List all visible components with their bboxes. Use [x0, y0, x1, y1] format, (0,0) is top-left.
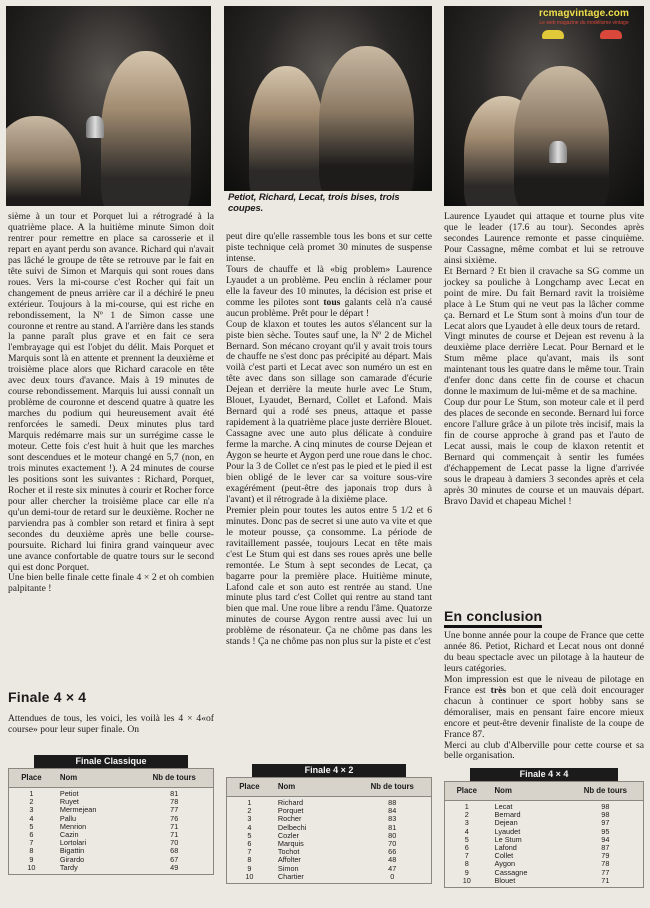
table-cell: 5 — [247, 830, 252, 840]
table-cell: Mermejean — [59, 805, 97, 815]
paragraph — [226, 265, 432, 320]
table-cell: Lortolari — [59, 838, 87, 848]
table-cell: Tardy — [59, 862, 78, 872]
table-header-cell: Nom — [494, 786, 512, 795]
table-cell: 1 — [247, 798, 252, 807]
table-cell: 71 — [170, 821, 179, 831]
table-header-row — [8, 768, 214, 788]
table-cell: 7 — [29, 838, 34, 848]
table-row — [227, 824, 431, 832]
table-cell: Blouet — [494, 875, 516, 885]
table-cell: 71 — [601, 875, 610, 885]
logo-tagline: Le web magazine du modélisme vintage — [539, 20, 629, 26]
table-cell: Cozler — [277, 830, 299, 840]
table-row — [227, 832, 431, 840]
photo-figure — [101, 51, 191, 206]
table-header-cell: Nom — [277, 782, 296, 791]
table-cell: 4 — [464, 826, 469, 836]
paragraph: Coup dur pour Le Stum, son moteur cale et il perd des places de seconde en seconde. Bernard lui force encore l'allure grâce à un pilote très incisif, mais la fin de course approche à grand pas et l'auto de Lecat aussi, mais le coup de klaxon retentit et Bernard qui commençait à sentir les fumées d'échappement de Lecat passe la ligne d'arrivée sous le drapeau à damiers 3 secondes après et cela après 30 minutes de course et un mauvais départ. Bravo David et chapeau Michel ! — [444, 397, 644, 507]
table-row — [445, 844, 643, 852]
table-cell: 67 — [170, 854, 179, 864]
table-cell: Cassagne — [494, 867, 528, 877]
photo-figure — [319, 46, 414, 191]
table-row — [227, 815, 431, 823]
table-cell: 76 — [170, 813, 179, 823]
table-body — [226, 797, 432, 884]
table-header-row — [226, 777, 432, 797]
table-cell: Bernard — [494, 810, 521, 820]
table-cell: 49 — [170, 862, 179, 872]
table-body — [444, 801, 644, 888]
table-header-cell: Nom — [59, 773, 78, 782]
table-row — [227, 799, 431, 807]
table-cell: Delbechi — [277, 822, 307, 832]
table-cell: Simon — [277, 863, 299, 873]
article-column-1 — [8, 212, 214, 595]
table-cell: 98 — [601, 802, 610, 811]
table-header-row — [444, 781, 644, 801]
trophy-icon — [86, 116, 104, 138]
table-row — [445, 803, 643, 811]
table-cell: 8 — [247, 855, 252, 865]
table-cell: Girardo — [59, 854, 85, 864]
table-cell: 8 — [29, 846, 34, 856]
table-body — [8, 788, 214, 875]
emphasis: très — [490, 684, 507, 696]
table-cell: Rocher — [277, 814, 302, 824]
table-row — [445, 828, 643, 836]
table-cell: 5 — [29, 821, 34, 831]
table-cell: 3 — [247, 814, 252, 824]
paragraph: sième à un tour et Porquet lui a rétrogradé à la quatrième place. A la huitième minute Simon doit rentrer pour remettre en place sa carosserie et il repart en ayant perdu son avance. Richard qui n'avait pas lâché le groupe de tête se retrouve par le fait en tête suivi de Simon et Marquis qui sont roues dans roues. Vers la mi-course c'est Rocher qui fait un changement de pneus arrière car il a déchiré le pneu extérieur. Toujours à la mi-course, qui est riche en rebondissement, la Nº 1 de Simon casse une couronne et rentre au stand. A l'arrière dans les stands la panne paraît plus grave et en fait ce sera l'embrayage qui est l'objet du délit. Mais Porquet et Marquis sont là en attente et prennent la deuxième et troisième place alors que Richard caracole en tête avec deux tours d'avance. Mais à 19 minutes de course rebondissement. Marquis lui aussi connaît un problème de couronne et descend quatre à quatre les marches du podium qui heureusement avait été renforcées le samedi. Deux minutes plus tard Marquis redémarre mais sur un surrégime casse le moteur. Cette fois c'est huit à huit que les marches sont descendues et le moteur changé en 5,7 (non, en trois minutes exactement !). A 24 minutes de course les positions sont les suivantes : Richard, Porquet, Rocher et il reste six minutes à courir et Rocher force pour aller chercher la troisième place car elle n'a qu'un demi-tour de retard sur le deuxième. Rocher ne parviendra pas à combler son retard et finira à sept secondes du deuxième après une belle course-poursuite. Richard lui finira grand vainqueur avec une avance confortable de quatre tours sur le second qui est donc Porquet. — [8, 211, 214, 573]
table-cell: 94 — [601, 834, 610, 844]
table-cell: 6 — [247, 838, 252, 848]
table-cell: Aygon — [494, 859, 516, 869]
table-cell: Bigattin — [59, 846, 85, 856]
trophy-icon — [549, 141, 567, 163]
results-table-4x2 — [226, 764, 432, 884]
photo-figure — [514, 66, 609, 206]
section-heading-finale: Finale 4 × 4 — [8, 689, 87, 705]
logo-cars — [524, 28, 644, 42]
paragraph: Attendues de tous, les voici, les voilà les 4 × 4«of course» pour leur super finale. On — [8, 713, 214, 735]
table-title: Finale Classique — [34, 755, 188, 768]
table-row — [9, 815, 213, 823]
text-run: Tours de chauffe et là «big problem» Laurence Lyaudet a un problème. Peu enclin à réclamer pour elle la faveur des 10 minutes, la décision est prise et comme les pilotes sont — [226, 263, 432, 308]
table-row — [227, 856, 431, 864]
car-icon — [600, 30, 622, 39]
table-row — [445, 811, 643, 819]
table-cell: 2 — [464, 810, 469, 820]
table-cell: 3 — [29, 805, 34, 815]
table-cell: Dejean — [494, 818, 518, 828]
photo-caption: Petiot, Richard, Lecat, trois bises, trois coupes. — [228, 192, 400, 214]
table-cell: 66 — [388, 847, 397, 857]
table-row — [227, 848, 431, 856]
table-cell: 83 — [388, 814, 397, 824]
table-cell: 78 — [170, 797, 179, 807]
table-header-cell: Place — [21, 773, 42, 782]
table-row — [227, 865, 431, 873]
table-title: Finale 4 × 4 — [470, 768, 618, 781]
car-icon — [542, 30, 564, 39]
article-column-1-continued — [8, 714, 214, 736]
text-run: galants celà n'a causé aucun problème. Prêt pour le départ ! — [226, 296, 432, 319]
article-column-3-conclusion — [444, 631, 644, 762]
table-cell: Ruyet — [59, 797, 79, 807]
table-cell: 10 — [462, 875, 471, 885]
paragraph — [444, 675, 644, 741]
table-cell: 70 — [170, 838, 179, 848]
table-cell: 71 — [170, 829, 179, 839]
table-cell: 81 — [170, 789, 179, 798]
table-cell: 78 — [601, 859, 610, 869]
table-row — [445, 819, 643, 827]
paragraph: Une bonne année pour la coupe de France que cette année 86. Petiot, Richard et Lecat nous ont donné du beau spectacle avec un pilotage à la hauteur de leurs catégories. — [444, 630, 644, 674]
table-cell: Chartier — [277, 871, 304, 881]
paragraph: Premier plein pour toutes les autos entre 5 1/2 et 6 minutes. Donc pas de secret si une auto va vite et que le moteur pousse, ça consomme. La période de ravitaillement passée, toujours Lecat en tête mais c'est Le Stum qui est dans ses roues après une belle remontée. Le Stum à sept secondes de Lecat, ça bagarre pour la première place. Huitième minute, Lafond cale et son auto est rentrée au stand. Une minute plus tard c'est Collet qui rentre au stand tant bien que mal. Une roue libre a rendu l'âme. Quatorze minutes de course Aygon rentre aussi avec lui un problème de résonateur. Ça ne chôme pas dans les stands ! Ça ne chôme pas non plus sur la piste et c'est — [226, 504, 432, 648]
article-column-2 — [226, 232, 432, 648]
table-cell: Le Stum — [494, 834, 522, 844]
table-cell: 1 — [464, 802, 469, 811]
table-cell: 84 — [388, 806, 397, 816]
table-cell: 6 — [464, 842, 469, 852]
table-row — [9, 831, 213, 839]
table-header-cell: Nb de tours — [370, 782, 414, 791]
table-cell: Porquet — [277, 806, 304, 816]
table-cell: Lecat — [494, 802, 513, 811]
table-header-cell: Place — [456, 786, 477, 795]
section-heading-conclusion: En conclusion — [444, 608, 542, 628]
photo-podium-1 — [6, 6, 211, 206]
table-header-cell: Place — [239, 782, 260, 791]
table-header-cell: Nb de tours — [583, 786, 628, 795]
logo-brand: rcmagvintage.com — [539, 8, 629, 19]
table-cell: 7 — [247, 847, 252, 857]
table-row — [9, 823, 213, 831]
table-cell: Richard — [277, 798, 304, 807]
table-title: Finale 4 × 2 — [252, 764, 406, 777]
article-column-3 — [444, 212, 644, 508]
table-cell: 98 — [601, 810, 610, 820]
table-cell: Pallu — [59, 813, 77, 823]
table-cell: 70 — [388, 838, 397, 848]
paragraph: Laurence Lyaudet qui attaque et tourne plus vite que le leader (17.6 au tour). Secondes après secondes Laurence remonte et passe cinquième. Pour Cassagne, même combat et lui se retrouve ainsi sixième. — [444, 211, 644, 266]
table-row — [9, 806, 213, 814]
paragraph: Une bien belle finale cette finale 4 × 2 et oh combien palpitante ! — [8, 572, 214, 595]
table-row — [445, 860, 643, 868]
table-cell: Lafond — [494, 842, 517, 852]
table-header-cell: Nb de tours — [152, 773, 196, 782]
table-cell: Affolter — [277, 855, 301, 865]
table-cell: 4 — [247, 822, 252, 832]
table-cell: Cazin — [59, 829, 79, 839]
table-row — [227, 807, 431, 815]
table-row — [9, 839, 213, 847]
table-cell: 8 — [464, 859, 469, 869]
photo-podium-2 — [224, 6, 432, 191]
table-cell: 68 — [170, 846, 179, 856]
emphasis: tous — [323, 296, 341, 308]
text-run: Mon impression est que le niveau de pilotage en France est — [444, 673, 644, 696]
table-cell: 3 — [464, 818, 469, 828]
table-cell: 48 — [388, 855, 397, 865]
paragraph: Et Bernard ? Et bien il cravache sa SG comme un jockey sa pouliche à Longchamp avec Lecat en point de mire. Du fait Bernard ravit la troisième place à Le Stum qui ne veut pas la lâcher comme ça. Bernard et Le Stum sont à moins d'un tour de Lecat alors que Lyaudet à elle deux tours de retard. — [444, 265, 644, 332]
table-cell: 10 — [245, 871, 254, 881]
table-cell: 7 — [464, 851, 469, 861]
table-row — [9, 856, 213, 864]
paragraph: peut dire qu'elle rassemble tous les bons et sur cette piste technique celà promet 30 minutes de suspense intense. — [226, 231, 432, 264]
table-row — [9, 847, 213, 855]
site-logo — [524, 8, 644, 42]
table-cell: 88 — [388, 798, 397, 807]
text-run: bon et que celà doit encourager chacun à continuer ce sport hobby sans se démoraliser, mais en pensant faire encore mieux encore et peut-être devenir finaliste de la coupe de France 87. — [444, 684, 644, 740]
table-row — [227, 873, 431, 881]
table-cell: 2 — [247, 806, 252, 816]
table-cell: Menrion — [59, 821, 87, 831]
table-cell: 0 — [390, 871, 395, 881]
photo-figure — [6, 116, 81, 206]
table-cell: 79 — [601, 851, 610, 861]
table-cell: 77 — [601, 867, 610, 877]
table-cell: 97 — [601, 818, 610, 828]
table-cell: 87 — [601, 842, 610, 852]
table-cell: 5 — [464, 834, 469, 844]
paragraph: Merci au club d'Alberville pour cette course et sa belle organisation. — [444, 739, 644, 762]
table-cell: 1 — [29, 789, 34, 798]
table-cell: Collet — [494, 851, 514, 861]
results-table-classique — [8, 755, 214, 875]
table-cell: 95 — [601, 826, 610, 836]
table-row — [9, 864, 213, 872]
table-row — [9, 798, 213, 806]
table-cell: Marquis — [277, 838, 304, 848]
table-cell: 6 — [29, 829, 34, 839]
table-cell: 77 — [170, 805, 179, 815]
table-cell: Lyaudet — [494, 826, 521, 836]
table-row — [9, 790, 213, 798]
results-table-4x4 — [444, 768, 644, 888]
table-cell: 9 — [247, 863, 252, 873]
table-cell: 47 — [388, 863, 397, 873]
paragraph: Vingt minutes de course et Dejean est revenu à la deuxième place derrière Lecat. Pour Bernard et le Stum même place qu'avant, mais ils sont maintenant tous les quatre dans le même tour. Train d'enfer donc dans cette fin de course et chacun donne le maximum de lui-même et de sa machine. — [444, 331, 644, 398]
table-cell: 2 — [29, 797, 34, 807]
paragraph: Coup de klaxon et toutes les autos s'élancent sur la piste bien sèche. Toutes sauf une, la Nº 2 de Michel Bernard. Son mécano croyant qu'il y avait trois tours de chauffe ne s'est donc pas précipité au départ. Mais voilà c'est parti et Lecat avec son numéro un est en tête avec dans son sillage son camarade d'écurie Dejean et derrière la meute hurle avec Le Stum, Blouet, Lyaudet, Bernard, Collet et Lafond. Mais Bernard qui a rodé ses pneus, attaque et passe rapidement à la quatrième place juste derrière Blouet. Cassagne avec une auto plus délicate à conduire ferme la marche. A cinq minutes de course Dejean et Aygon se heurte et Aygon perd une roue dans le choc. Pour la 3 de Collet ce n'est pas le pied et le pied il est bien obligé de le lever car sa voiture sous-vire exagérément (peut-être des japonais trop durs à l'avant) et il rétrograde à la dixième place. — [226, 318, 432, 505]
table-cell: 4 — [29, 813, 34, 823]
table-cell: Tochot — [277, 847, 300, 857]
table-row — [445, 836, 643, 844]
table-cell: 10 — [27, 862, 36, 872]
table-cell: 81 — [388, 822, 397, 832]
table-row — [227, 840, 431, 848]
table-row — [445, 869, 643, 877]
table-row — [445, 852, 643, 860]
table-row — [445, 877, 643, 885]
table-cell: 9 — [29, 854, 34, 864]
photo-figure — [249, 66, 324, 191]
table-cell: 9 — [464, 867, 469, 877]
table-cell: 80 — [388, 830, 397, 840]
table-cell: Petiot — [59, 789, 79, 798]
